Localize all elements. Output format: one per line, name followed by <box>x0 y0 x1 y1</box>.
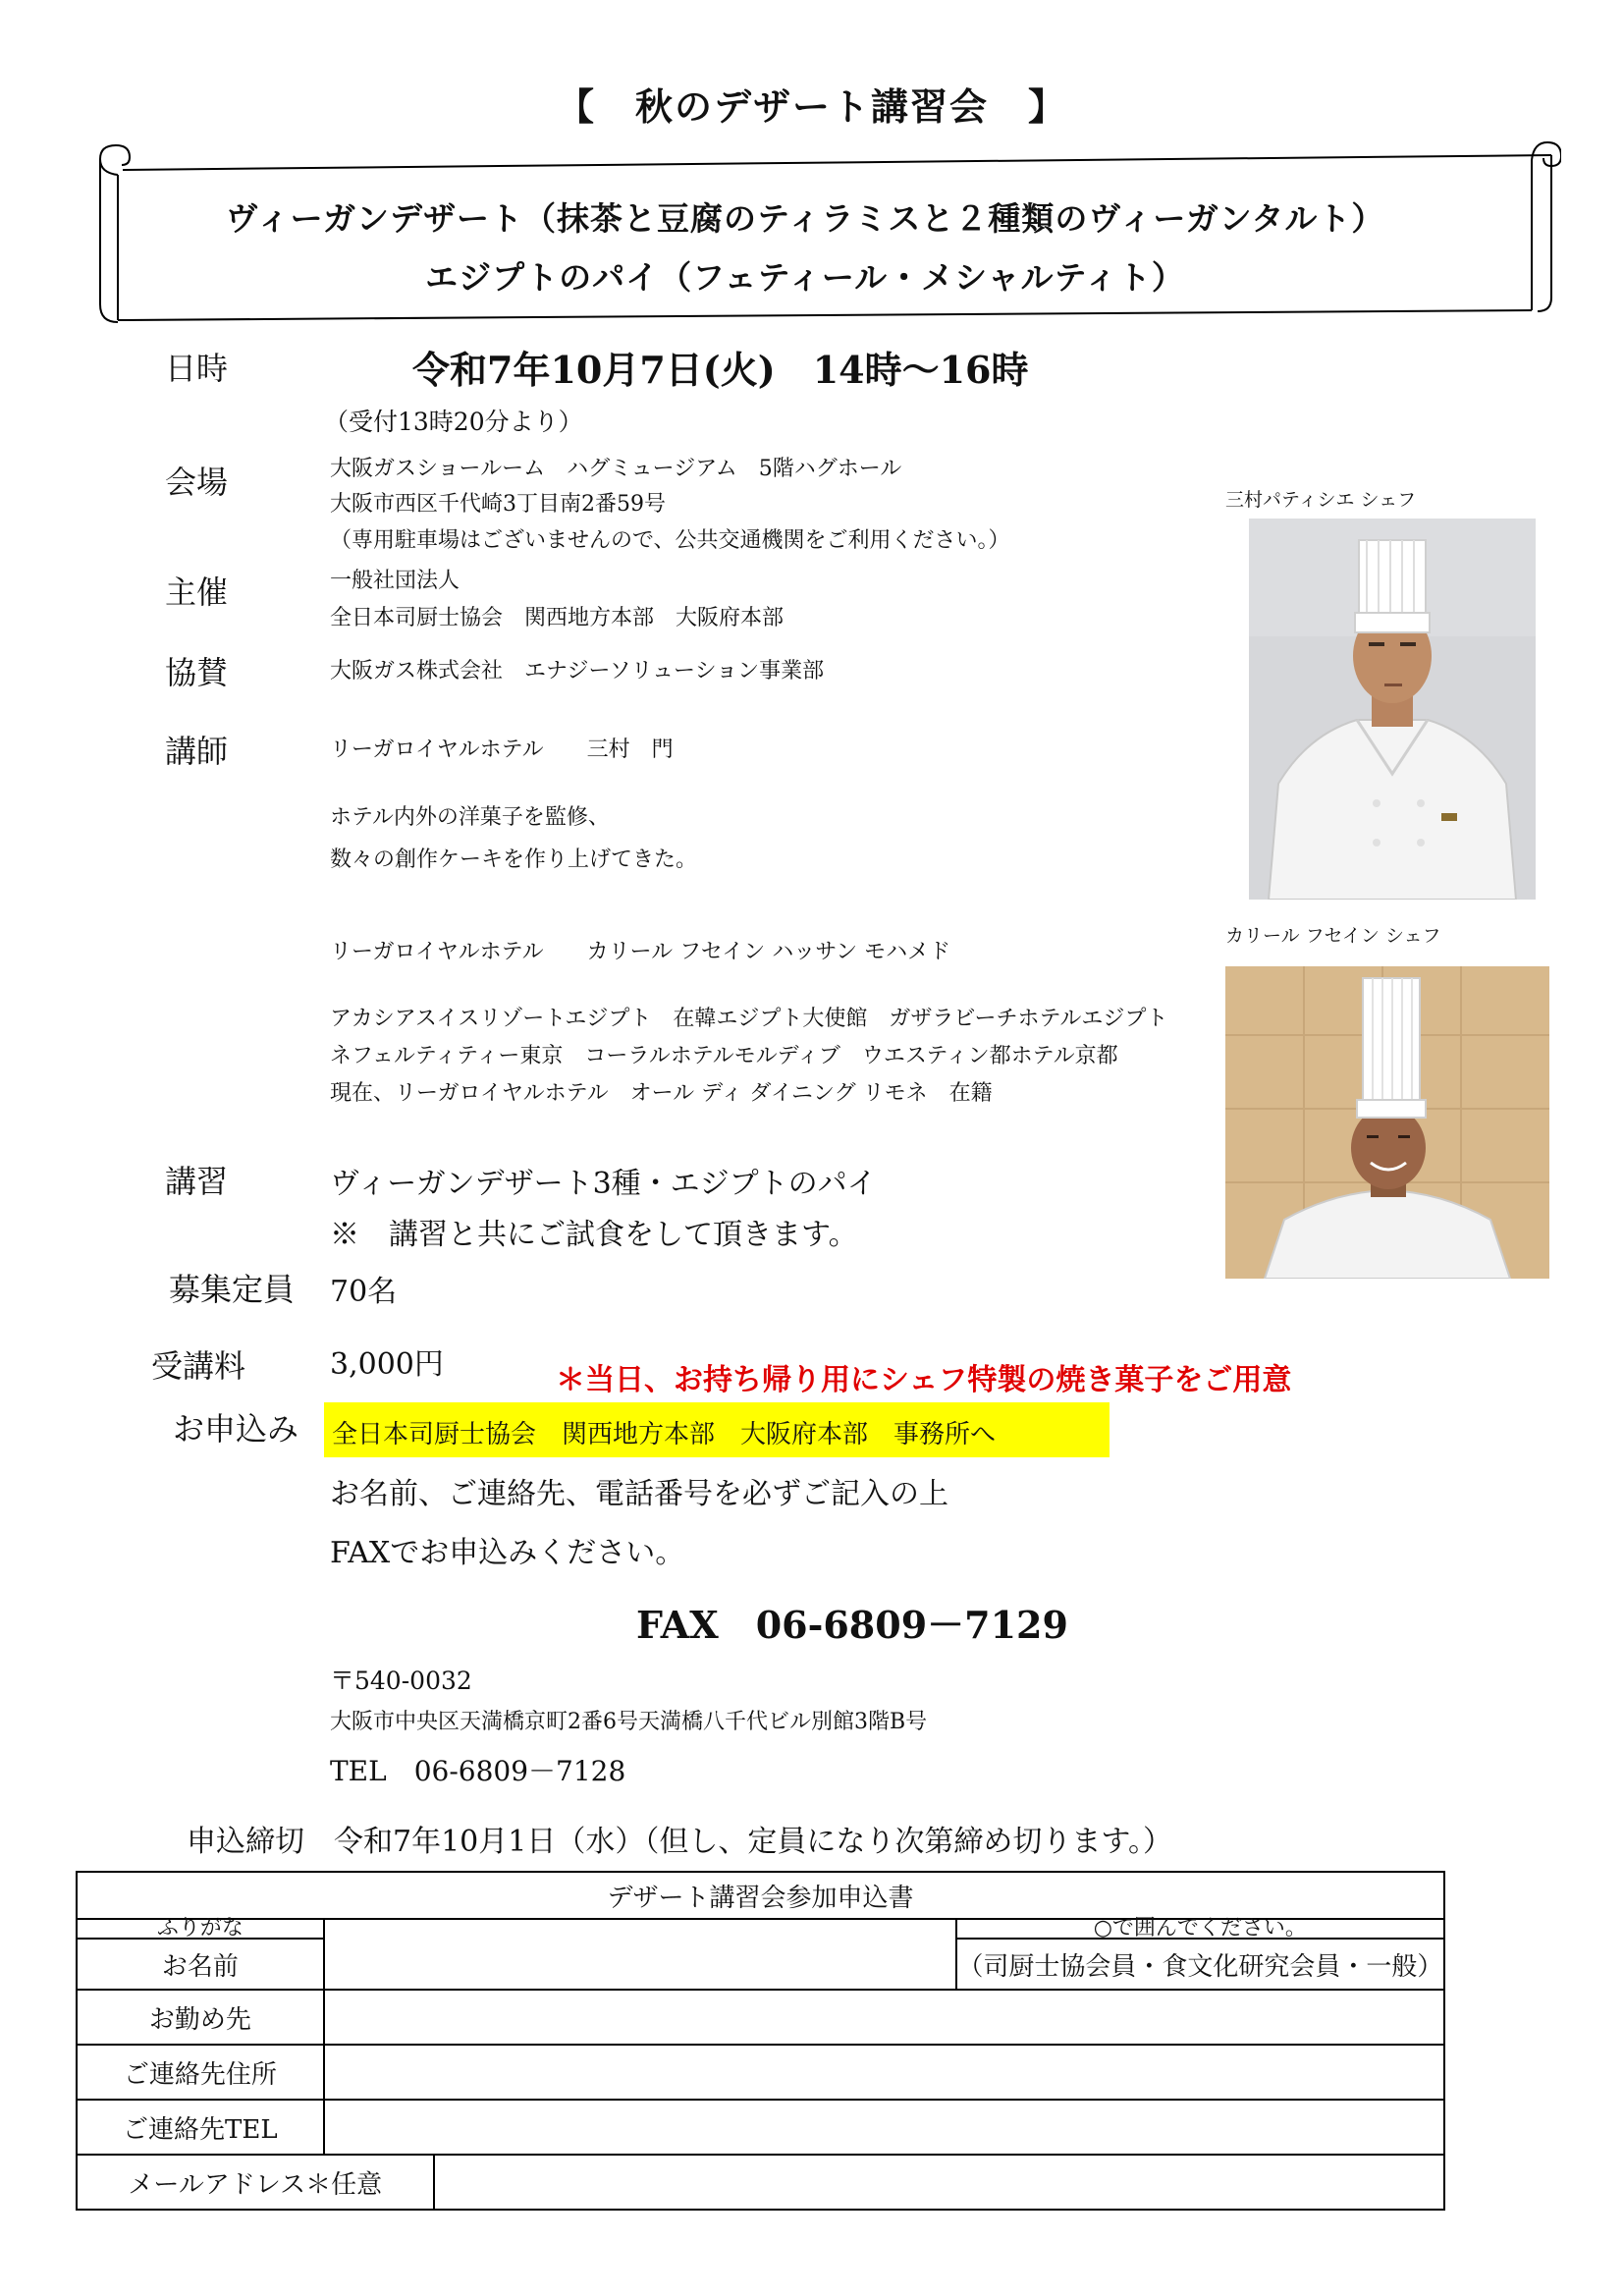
fee-label: 受講料 <box>151 1347 246 1385</box>
workplace-label: お勤め先 <box>77 1990 324 2045</box>
scroll-line-1: ヴィーガンデザート（抹茶と豆腐のティラミスと２種類のヴィーガンタルト） <box>225 199 1385 238</box>
chef2-name: リーガロイヤルホテル カリール フセイン ハッサン モハメド <box>330 940 951 964</box>
instructor-label: 講師 <box>165 733 229 770</box>
apply-line-3: FAXでお申込みください。 <box>330 1536 685 1570</box>
circle-note: ○で囲んでください。 <box>956 1919 1444 1939</box>
sponsor-value: 大阪ガス株式会社 エナジーソリューション事業部 <box>330 659 825 683</box>
tel-input-cell[interactable] <box>324 2100 1444 2155</box>
organizer-line-2: 全日本司厨士協会 関西地方本部 大阪府本部 <box>330 606 785 630</box>
sponsor-label: 協賛 <box>165 654 229 691</box>
chef1-name: リーガロイヤルホテル 三村 門 <box>330 738 674 762</box>
page-title: 【 秋のデザート講習会 】 <box>556 85 1067 129</box>
venue-line-3: （専用駐車場はございませんので、公共交通機関をご利用ください。） <box>330 528 1010 553</box>
fee-value: 3,000円 <box>330 1347 444 1382</box>
office-tel: TEL 06-6809－7128 <box>330 1755 626 1787</box>
datetime-value: 令和7年10月7日(火) 14時～16時 <box>412 348 1029 392</box>
venue-label: 会場 <box>165 464 229 501</box>
name-label: お名前 <box>77 1939 324 1990</box>
apply-highlight-text: 全日本司厨士協会 関西地方本部 大阪府本部 事務所へ <box>332 1420 997 1449</box>
organizer-label: 主催 <box>165 574 229 611</box>
chef1-bio-1: ホテル内外の洋菓子を監修、 <box>330 805 610 830</box>
chef1-photo <box>1249 519 1536 900</box>
chef2-bio-2: ネフェルティティー東京 コーラルホテルモルディブ ウエスティン都ホテル京都 <box>330 1044 1118 1068</box>
venue-line-2: 大阪市西区千代崎3丁目南2番59号 <box>330 492 666 517</box>
name-input-cell[interactable] <box>324 1919 956 1990</box>
fee-note: ＊当日、お持ち帰り用にシェフ特製の焼き菓子をご用意 <box>556 1363 1292 1397</box>
fax-number: FAX 06-6809－7129 <box>636 1603 1068 1647</box>
member-options[interactable]: （司厨士協会員・食文化研究会員・一般） <box>956 1939 1444 1990</box>
chef2-photo <box>1225 966 1549 1279</box>
capacity-label: 募集定員 <box>169 1271 296 1308</box>
chef2-caption: カリール フセイン シェフ <box>1225 925 1441 947</box>
datetime-label: 日時 <box>165 350 229 387</box>
capacity-value: 70名 <box>330 1275 398 1309</box>
chef1-bio-2: 数々の創作ケーキを作り上げてきた。 <box>330 847 698 872</box>
workplace-input-cell[interactable] <box>324 1990 1444 2045</box>
email-label: メールアドレス＊任意 <box>77 2155 434 2210</box>
furigana-label: ふりがな <box>77 1919 324 1939</box>
chef2-bio-1: アカシアスイスリゾートエジプト 在韓エジプト大使館 ガザラビーチホテルエジプト <box>330 1007 1168 1031</box>
apply-line-2: お名前、ご連絡先、電話番号を必ずご記入の上 <box>330 1477 948 1511</box>
scroll-line-2: エジプトのパイ（フェティール・メシャルティト） <box>425 258 1185 297</box>
address-label: ご連絡先住所 <box>77 2045 324 2100</box>
chef1-caption: 三村パティシエ シェフ <box>1225 489 1417 511</box>
tel-label: ご連絡先TEL <box>77 2100 324 2155</box>
email-input-cell[interactable] <box>434 2155 1445 2210</box>
venue-line-1: 大阪ガスショールーム ハグミュージアム 5階ハグホール <box>330 457 902 481</box>
lecture-label: 講習 <box>165 1163 229 1200</box>
organizer-line-1: 一般社団法人 <box>330 569 460 593</box>
application-form <box>76 1871 1445 2211</box>
address-input-cell[interactable] <box>324 2045 1444 2100</box>
chef2-bio-3: 現在、リーガロイヤルホテル オール ディ ダイニング リモネ 在籍 <box>330 1081 993 1106</box>
deadline: 申込締切 令和7年10月1日（水）（但し、定員になり次第締め切ります。） <box>187 1825 1172 1859</box>
lecture-line-2: ※ 講習と共にご試食をして頂きます。 <box>330 1218 858 1252</box>
reception-time: （受付13時20分より） <box>324 408 583 436</box>
form-title: デザート講習会参加申込書 <box>77 1872 1444 1919</box>
apply-label: お申込み <box>173 1410 299 1448</box>
office-address: 大阪市中央区天満橋京町2番6号天満橋八千代ビル別館3階B号 <box>330 1710 928 1734</box>
lecture-line-1: ヴィーガンデザート3種・エジプトのパイ <box>330 1167 877 1201</box>
postal-code: 〒540-0032 <box>330 1667 472 1695</box>
